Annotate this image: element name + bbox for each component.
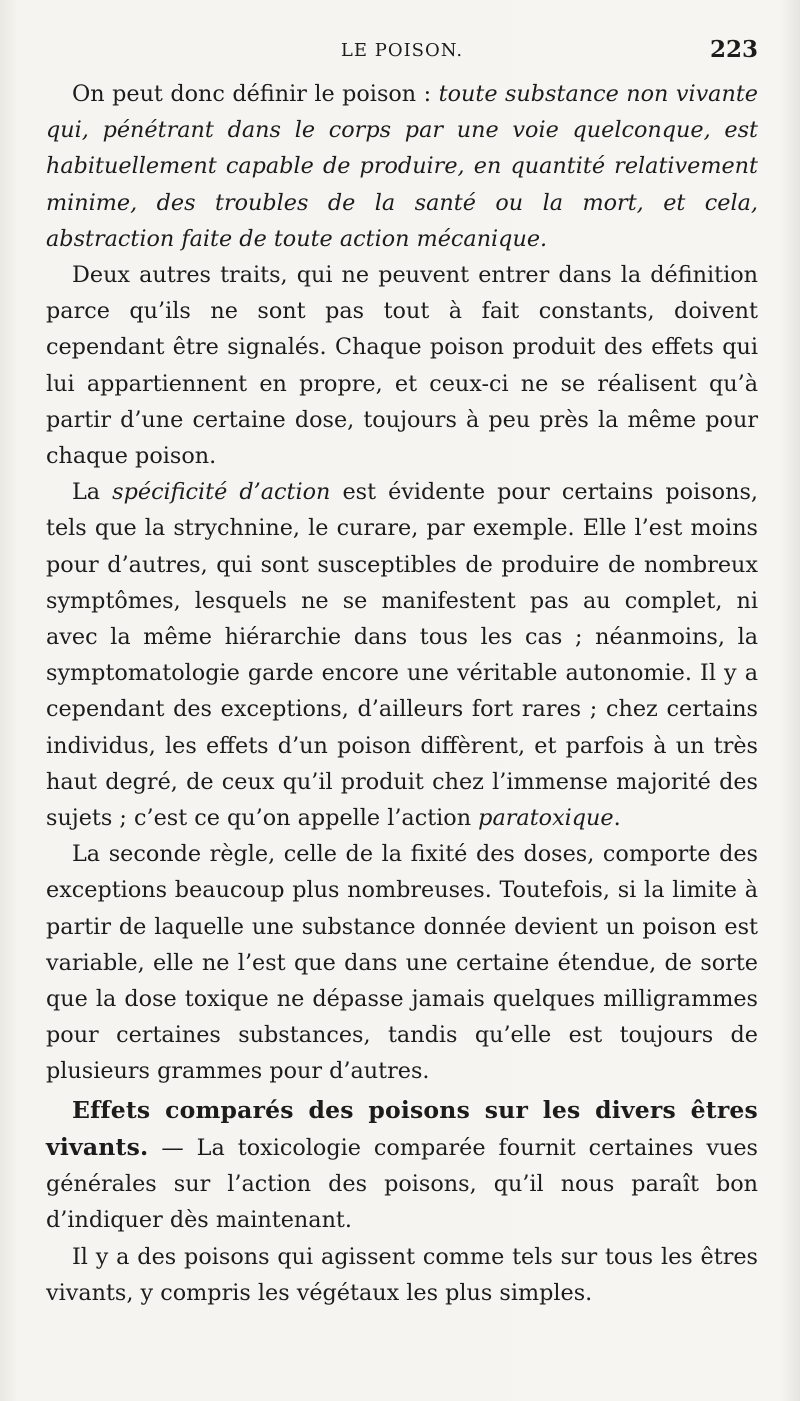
paragraph-definition [46,76,758,257]
paragraph-comparative [46,1092,758,1239]
paragraph-text: Deux autres traits, qui ne peuvent entrer dans la définition parce qu’ils ne sont pas tout à fait constants, doivent cependant être signalés. Chaque poison produit des effets qui lui appartiennent en propre, et ceux-ci ne se réalisent qu’à partir d’une certaine dose, toujours à peu près la même pour chaque poison. [46,262,758,470]
page-number: 223 [709,36,758,63]
paragraph-specificity [46,474,758,836]
paragraph-universal-poisons [46,1239,758,1311]
term-specificite: spécificité d’action [112,479,331,506]
paragraph-text: . [613,805,621,832]
paragraph-text: — La toxicologie comparée fournit certaines vues générales sur l’action des poisons, qu’il nous paraît bon d’indiquer dès maintenant. [46,1134,758,1234]
paragraph-text: est évidente pour certains poisons, tels que la strychnine, le curare, par exemple. Elle l’est moins pour d’autres, qui sont susceptibles de produire de nombreux symptômes, lesquels ne se manifestent pas au complet, ni avec la même hiérarchie dans tous les cas ; néanmoins, la symptomatologie garde encore une véritable autonomie. Il y a cependant des exceptions, d’ailleurs fort rares ; chez certains individus, les effets d’un poison diffèrent, et parfois à un très haut degré, de ceux qu’il produit chez l’immense majorité des sujets ; c’est ce qu’on appelle l’action [46,479,758,832]
paragraph-two-traits [46,257,758,474]
paragraph-text: Il y a des poisons qui agissent comme tels sur tous les êtres vivants, y compris les végétaux les plus simples. [46,1243,758,1306]
paragraph-text: La seconde règle, celle de la fixité des doses, comporte des exceptions beaucoup plus nombreuses. Toutefois, si la limite à partir de laquelle une substance donnée devient un poison est variable, elle ne l’est que dans une certaine étendue, de sorte que la dose toxique ne dépasse jamais quelques milligrammes pour certaines substances, tandis qu’elle est toujours de plusieurs grammes pour d’autres. [46,841,758,1085]
body-text [46,76,758,1311]
section-heading: Effets comparés des poisons sur les divers êtres vivants. [46,1095,758,1161]
paragraph-fixed-doses [46,836,758,1089]
paragraph-text: On peut donc définir le poison : [72,81,439,107]
running-head: LE POISON. [340,40,464,61]
definition-italic: toute substance non vivante qui, pénétrant dans le corps par une voie quelconque, est habituellement capable de produire, en quantité relativement minime, des troubles de la santé ou la mort, et cela, abstraction faite de toute action mécanique. [46,81,758,252]
page-header [46,36,758,66]
paragraph-text: La [72,479,113,506]
term-paratoxique: paratoxique [478,805,614,832]
